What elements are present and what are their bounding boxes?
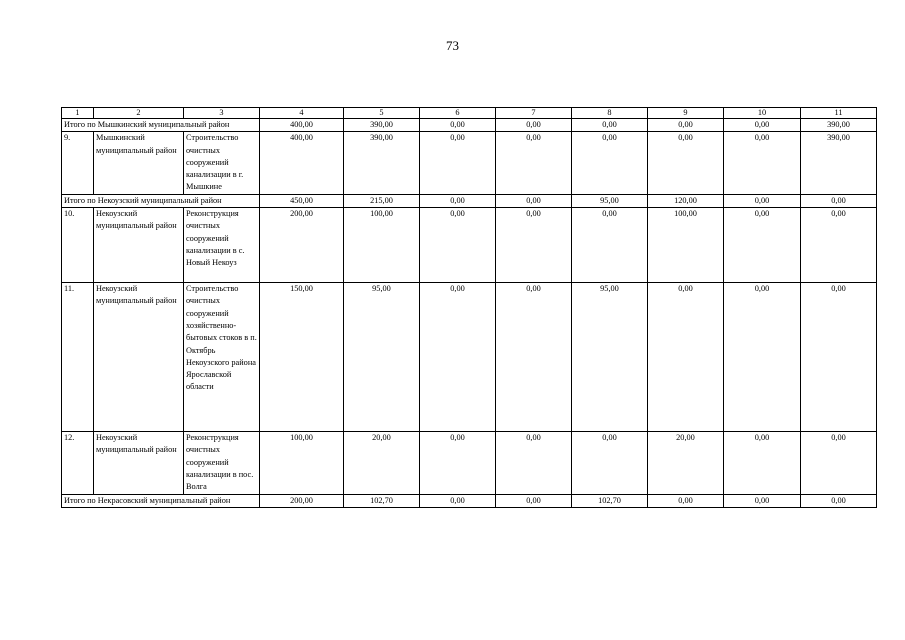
col-header: 9: [648, 108, 724, 119]
value-cell: 20,00: [648, 432, 724, 494]
value-cell: 0,00: [420, 494, 496, 507]
value-cell: 95,00: [344, 283, 420, 432]
row-number: 10.: [62, 208, 94, 283]
project-cell: Строительство очистных сооружений хозяйственно-бытовых стоков в п. Октябрь Некоузского района Ярославской области: [184, 283, 260, 432]
value-cell: 0,00: [724, 194, 801, 207]
value-cell: 0,00: [648, 132, 724, 194]
header-row: [62, 108, 877, 119]
col-header: 10: [724, 108, 801, 119]
value-cell: 0,00: [801, 194, 877, 207]
value-cell: 0,00: [648, 494, 724, 507]
district-cell: Некоузский муниципальный район: [94, 283, 184, 432]
total-row: [62, 194, 877, 207]
value-cell: 0,00: [801, 283, 877, 432]
value-cell: 102,70: [344, 494, 420, 507]
value-cell: 0,00: [648, 119, 724, 132]
row-number: 12.: [62, 432, 94, 494]
value-cell: 400,00: [260, 119, 344, 132]
project-cell: Строительство очистных сооружений канализации в г. Мышкине: [184, 132, 260, 194]
col-header: 1: [62, 108, 94, 119]
col-header: 2: [94, 108, 184, 119]
value-cell: 200,00: [260, 208, 344, 283]
value-cell: 0,00: [801, 208, 877, 283]
value-cell: 95,00: [572, 194, 648, 207]
value-cell: 0,00: [420, 194, 496, 207]
value-cell: 0,00: [420, 208, 496, 283]
value-cell: 390,00: [344, 119, 420, 132]
district-cell: Некоузский муниципальный район: [94, 432, 184, 494]
value-cell: 150,00: [260, 283, 344, 432]
value-cell: 0,00: [496, 119, 572, 132]
district-cell: Некоузский муниципальный район: [94, 208, 184, 283]
col-header: 5: [344, 108, 420, 119]
value-cell: 390,00: [801, 119, 877, 132]
value-cell: 0,00: [420, 283, 496, 432]
col-header: 4: [260, 108, 344, 119]
budget-table: [61, 107, 877, 508]
value-cell: 20,00: [344, 432, 420, 494]
col-header: 6: [420, 108, 496, 119]
page-number: 73: [446, 38, 459, 53]
value-cell: 0,00: [496, 194, 572, 207]
value-cell: 0,00: [724, 119, 801, 132]
col-header: 11: [801, 108, 877, 119]
project-cell: Реконструкция очистных сооружений канализации в пос. Волга: [184, 432, 260, 494]
total-label: Итого по Мышкинский муниципальный район: [62, 119, 260, 132]
value-cell: 100,00: [344, 208, 420, 283]
col-header: 3: [184, 108, 260, 119]
value-cell: 0,00: [496, 283, 572, 432]
value-cell: 200,00: [260, 494, 344, 507]
value-cell: 215,00: [344, 194, 420, 207]
value-cell: 0,00: [572, 432, 648, 494]
district-cell: Мышкинский муниципальный район: [94, 132, 184, 194]
total-label: Итого по Некрасовский муниципальный район: [62, 494, 260, 507]
value-cell: 100,00: [260, 432, 344, 494]
total-label: Итого по Некоузский муниципальный район: [62, 194, 260, 207]
value-cell: 0,00: [496, 432, 572, 494]
table-row: [62, 283, 877, 432]
value-cell: 0,00: [420, 132, 496, 194]
value-cell: 0,00: [420, 119, 496, 132]
value-cell: 0,00: [724, 208, 801, 283]
project-cell: Реконструкция очистных сооружений канализации в с. Новый Некоуз: [184, 208, 260, 283]
value-cell: 0,00: [801, 432, 877, 494]
value-cell: 450,00: [260, 194, 344, 207]
value-cell: 0,00: [648, 283, 724, 432]
value-cell: 400,00: [260, 132, 344, 194]
value-cell: 102,70: [572, 494, 648, 507]
value-cell: 0,00: [572, 132, 648, 194]
row-number: 9.: [62, 132, 94, 194]
value-cell: 0,00: [724, 283, 801, 432]
value-cell: 0,00: [496, 494, 572, 507]
value-cell: 0,00: [496, 132, 572, 194]
value-cell: 0,00: [724, 132, 801, 194]
table-row: [62, 208, 877, 283]
value-cell: 390,00: [344, 132, 420, 194]
value-cell: 0,00: [420, 432, 496, 494]
row-number: 11.: [62, 283, 94, 432]
table-row: [62, 432, 877, 494]
total-row: [62, 119, 877, 132]
value-cell: 0,00: [801, 494, 877, 507]
value-cell: 0,00: [572, 119, 648, 132]
value-cell: 0,00: [496, 208, 572, 283]
value-cell: 0,00: [724, 494, 801, 507]
value-cell: 100,00: [648, 208, 724, 283]
value-cell: 120,00: [648, 194, 724, 207]
table-row: [62, 132, 877, 194]
total-row: [62, 494, 877, 507]
col-header: 8: [572, 108, 648, 119]
value-cell: 95,00: [572, 283, 648, 432]
value-cell: 0,00: [572, 208, 648, 283]
col-header: 7: [496, 108, 572, 119]
value-cell: 0,00: [724, 432, 801, 494]
value-cell: 390,00: [801, 132, 877, 194]
